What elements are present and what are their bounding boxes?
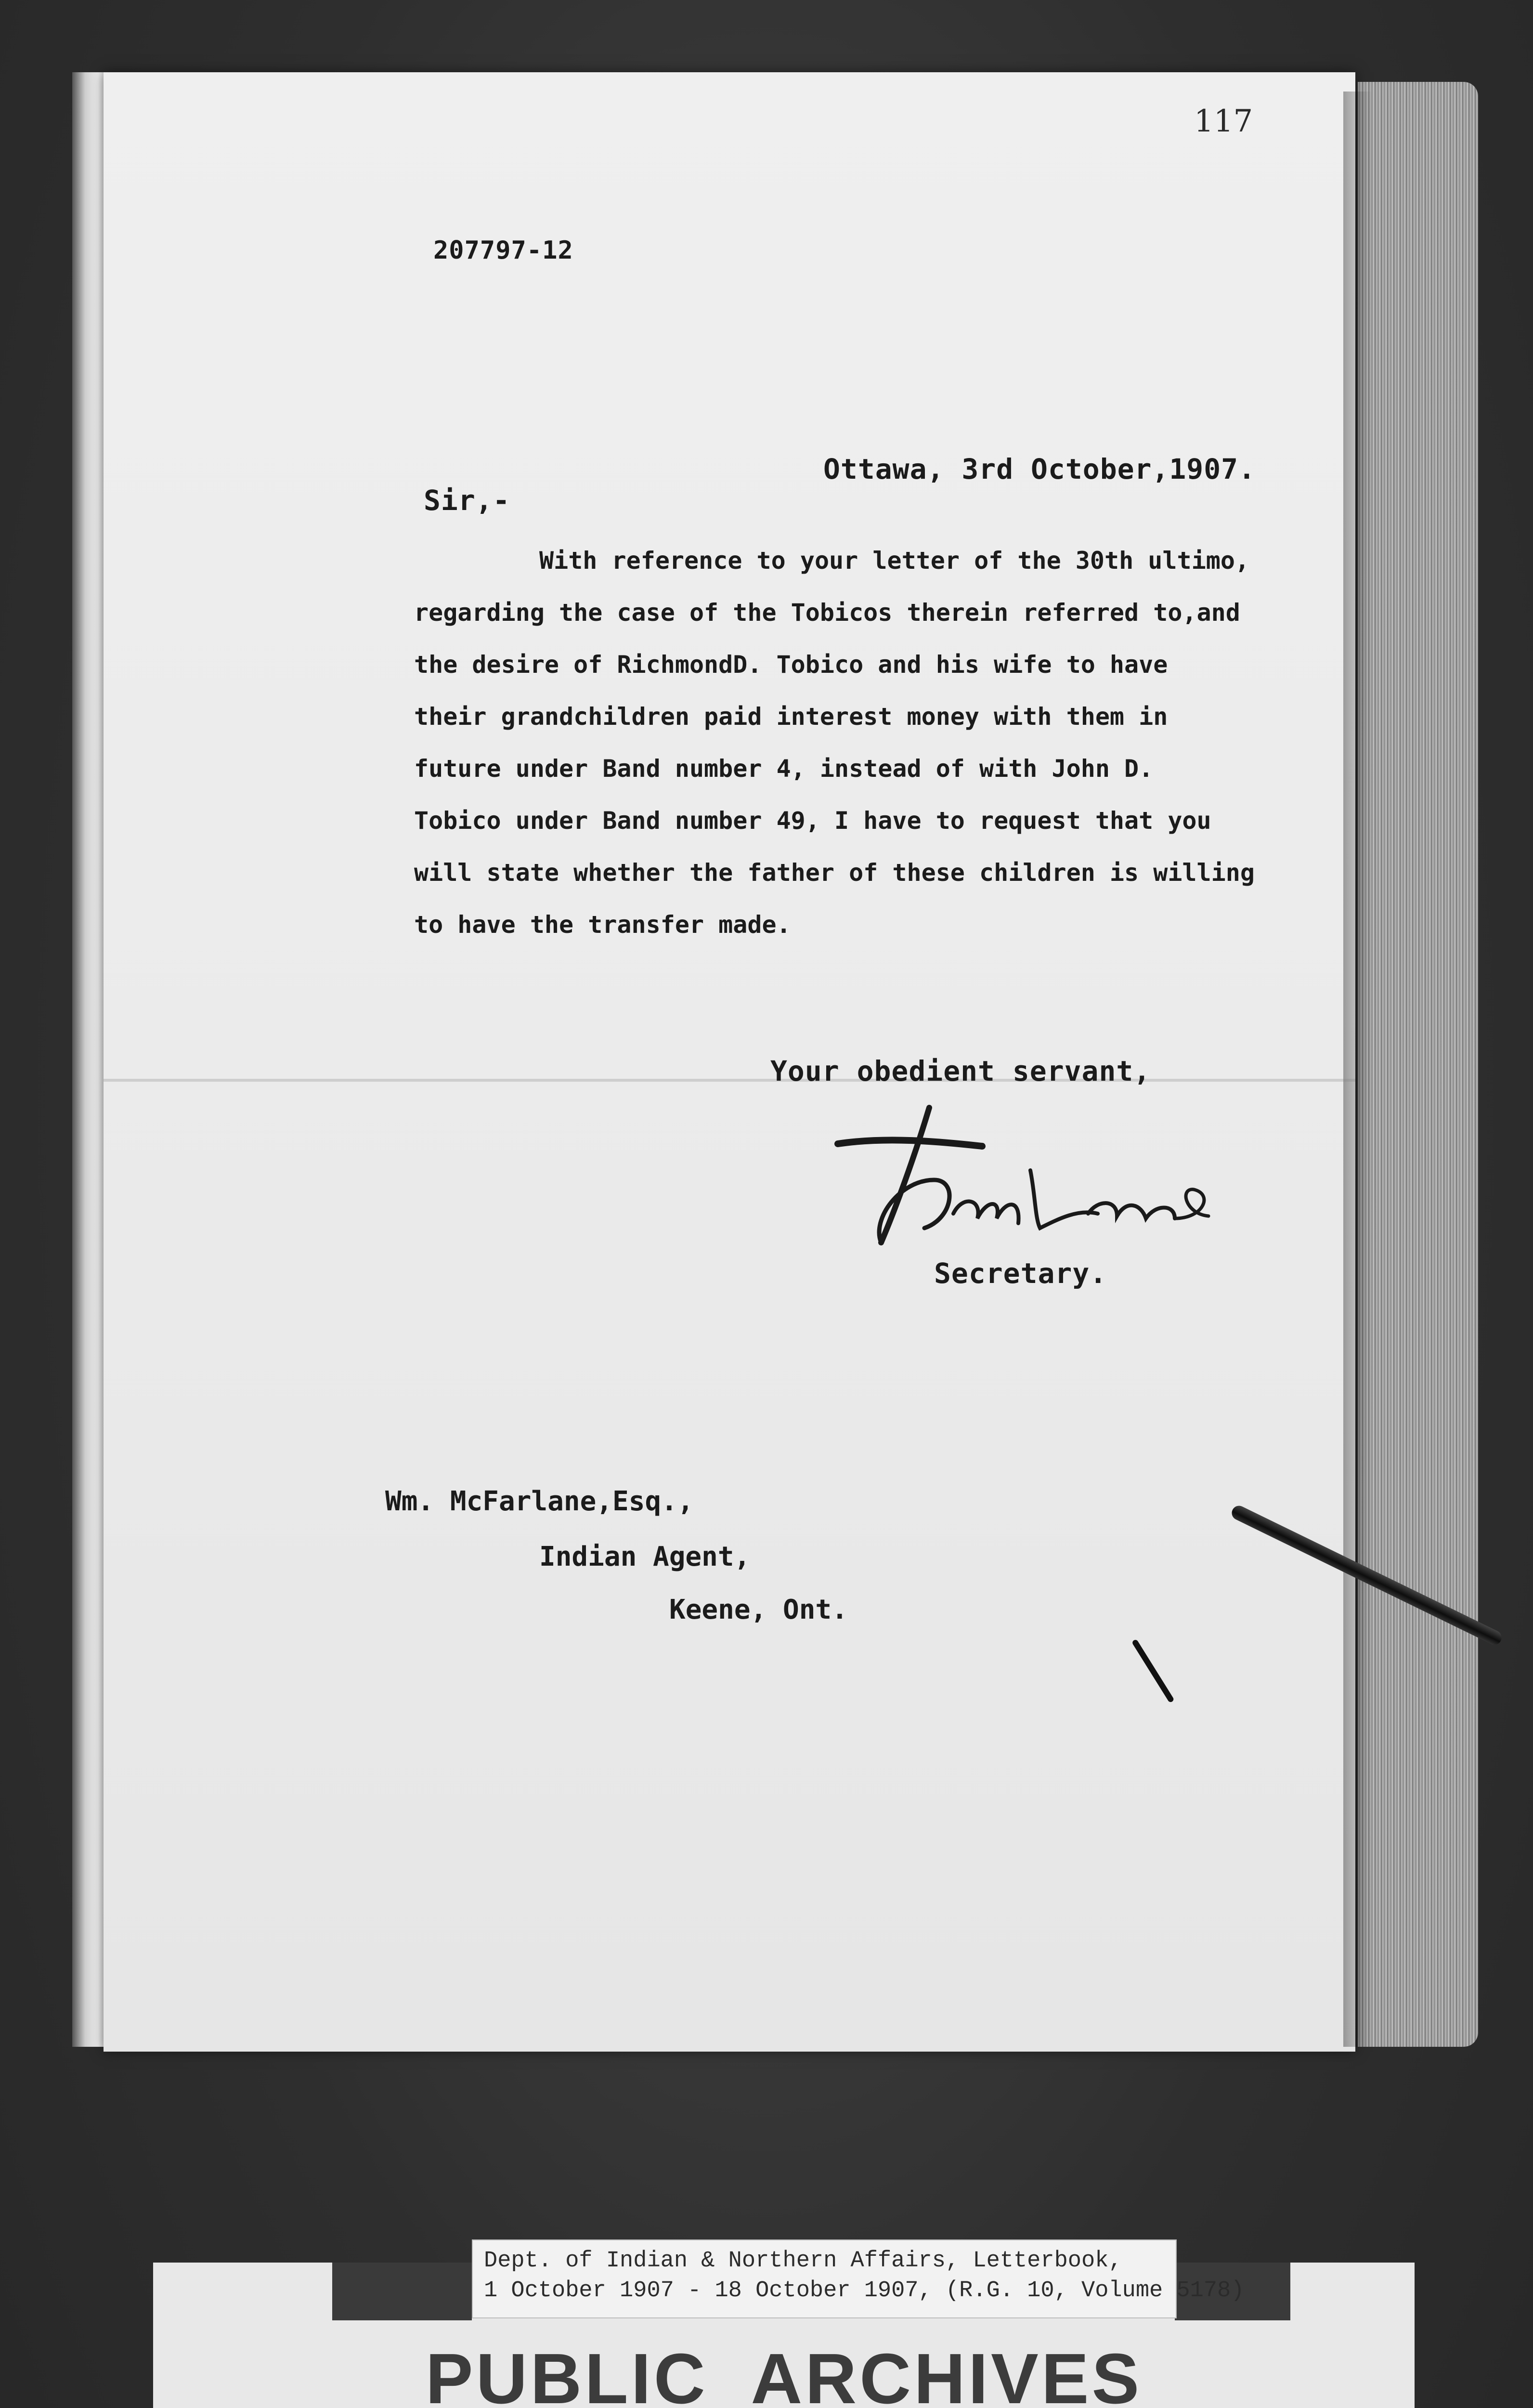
page-fold-line: [104, 1079, 1355, 1082]
addressee-place: Keene, Ont.: [669, 1594, 848, 1625]
closing-line: Your obedient servant,: [770, 1055, 1151, 1087]
body-line: Tobico under Band number 49, I have to request that you: [414, 807, 1211, 835]
page-number: 117: [1194, 104, 1253, 139]
letterbook-page: [104, 72, 1355, 2052]
body-line: With reference to your letter of the 30th ultimo,: [539, 547, 1250, 575]
letter-body: [414, 535, 1281, 951]
body-line: their grandchildren paid interest money with them in: [414, 703, 1168, 731]
signatory-title: Secretary.: [934, 1257, 1107, 1290]
letter-date: Ottawa, 3rd October,1907.: [823, 453, 1256, 485]
card-notch: [332, 2263, 472, 2320]
body-line: to have the transfer made.: [414, 911, 791, 939]
book-page-edges: [1358, 82, 1478, 2047]
file-number: 207797-12: [433, 236, 573, 265]
body-line: future under Band number 4, instead of with John D.: [414, 755, 1154, 783]
addressee-title: Indian Agent,: [539, 1541, 751, 1572]
salutation: Sir,-: [424, 484, 510, 517]
source-line-2: 1 October 1907 - 18 October 1907, (R.G. 10, Volume 5178): [484, 2278, 1245, 2303]
archive-title-english: PUBLIC ARCHIVES: [425, 2339, 1143, 2408]
addressee-name: Wm. McFarlane,Esq.,: [385, 1486, 694, 1517]
body-line: the desire of RichmondD. Tobico and his wife to have: [414, 651, 1168, 679]
page-edge-shadow: [1343, 92, 1372, 2047]
source-line-1: Dept. of Indian & Northern Affairs, Letterbook,: [484, 2248, 1122, 2274]
handwritten-signature: [828, 1098, 1223, 1257]
body-line: will state whether the father of these children is willing: [414, 859, 1255, 887]
body-line: regarding the case of the Tobicos therein referred to,and: [414, 599, 1240, 627]
